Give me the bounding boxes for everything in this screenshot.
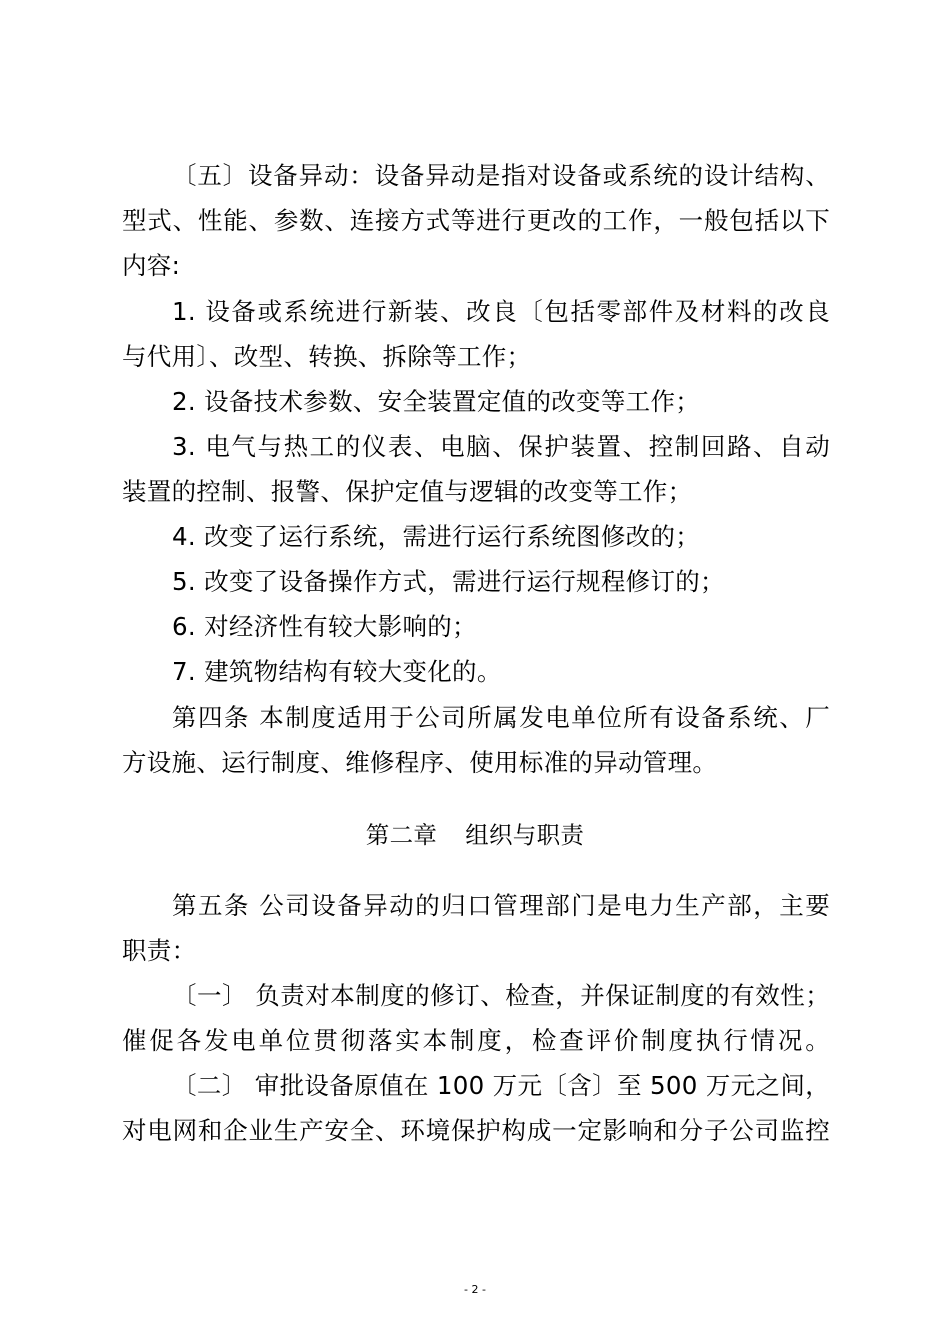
list-item-line: 2. 设备技术参数、安全装置定值的改变等工作； [172, 387, 701, 416]
duty-line: 催促各发电单位贯彻落实本制度，检查评价制度执行情况。 [122, 1026, 830, 1055]
article-line: 第五条 公司设备异动的归口管理部门是电力生产部，主要 [172, 891, 830, 920]
list-item-line: 5. 改变了设备操作方式，需进行运行规程修订的； [172, 567, 725, 596]
paragraph-line: 〔五〕设备异动：设备异动是指对设备或系统的设计结构、 [172, 161, 830, 190]
list-item-line: 4. 改变了运行系统，需进行运行系统图修改的； [172, 522, 701, 551]
list-item-line: 1. 设备或系统进行新装、改良〔包括零部件及材料的改良 [172, 297, 830, 326]
chapter-title: 组织与职责 [465, 821, 585, 849]
article-line: 职责： [122, 936, 197, 965]
list-item-line: 7. 建筑物结构有较大变化的。 [172, 657, 502, 686]
list-item-line: 装置的控制、报警、保护定值与逻辑的改变等工作； [122, 477, 693, 506]
chapter-heading [0, 819, 950, 851]
paragraph-line: 内容: [122, 251, 181, 280]
duty-line: 〔一〕 负责对本制度的修订、检查，并保证制度的有效性； [172, 981, 830, 1010]
list-item-line: 3. 电气与热工的仪表、电脑、保护装置、控制回路、自动 [172, 432, 830, 461]
paragraph-line: 型式、性能、参数、连接方式等进行更改的工作，一般包括以下 [122, 206, 830, 235]
chapter-number: 第二章 [365, 821, 438, 849]
list-item-line: 与代用〕、改型、转换、拆除等工作； [122, 342, 532, 371]
duty-line: 对电网和企业生产安全、环境保护构成一定影响和分子公司监控 [122, 1116, 830, 1145]
duty-line: 〔二〕 审批设备原值在 100 万元〔含〕至 500 万元之间， [172, 1071, 830, 1100]
article-line: 第四条 本制度适用于公司所属发电单位所有设备系统、厂 [172, 703, 830, 732]
page-number: - 2 - [464, 1283, 486, 1296]
article-line: 方设施、运行制度、维修程序、使用标准的异动管理。 [122, 748, 718, 777]
list-item-line: 6. 对经济性有较大影响的； [172, 612, 477, 641]
